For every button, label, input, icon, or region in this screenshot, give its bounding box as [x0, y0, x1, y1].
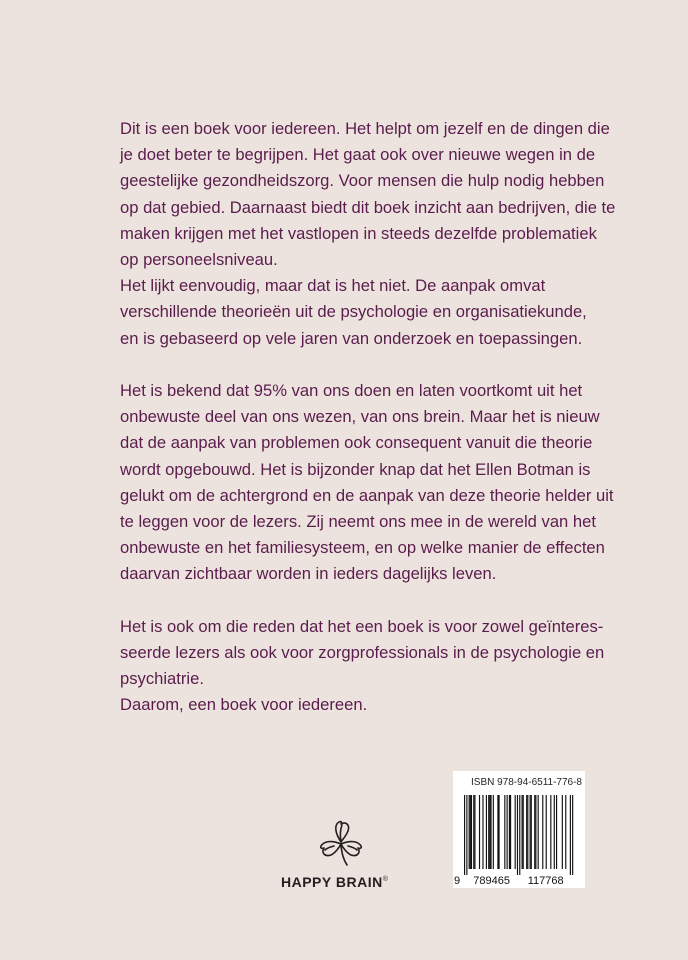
barcode-bar: [509, 795, 510, 869]
barcode-bar: [570, 795, 571, 875]
barcode-bar: [550, 795, 551, 869]
barcode-bar: [535, 795, 536, 869]
barcode-bar: [517, 795, 518, 875]
text-line: Het is ook om die reden dat het een boek is voor zowel geïnteres-: [120, 616, 604, 636]
text-line: onbewuste en het familiesysteem, en op welke manier de effecten: [120, 538, 605, 558]
barcode-bar: [542, 795, 543, 869]
barcode-bar: [515, 795, 516, 869]
text-line: dat de aanpak van problemen ook consequent vanuit die theorie: [120, 433, 593, 453]
barcode-bar: [531, 795, 532, 869]
text-line: en is gebaseerd op vele jaren van onderzoek en toepassingen.: [120, 328, 583, 348]
barcode-bar: [473, 795, 474, 869]
isbn-barcode: [453, 771, 585, 888]
text-line: onbewuste deel van ons wezen, van ons brein. Maar het is nieuw: [120, 407, 600, 427]
publisher-name: HAPPY BRAIN®: [281, 874, 389, 890]
text-line: seerde lezers als ook voor zorgprofessionals in de psychologie en: [120, 643, 605, 663]
barcode-bars: [453, 793, 585, 888]
barcode-bar: [530, 795, 531, 869]
barcode-bar: [471, 795, 472, 869]
clover-heart-icon: [312, 818, 370, 870]
barcode-bar: [474, 795, 475, 869]
paragraph-1: [120, 116, 640, 352]
text-line: Daarom, een boek voor iedereen.: [120, 695, 368, 715]
barcode-bar: [464, 795, 465, 875]
barcode-bar: [466, 795, 467, 875]
text-line: je doet beter te begrijpen. Het gaat ook over nieuwe wegen in de: [120, 145, 596, 165]
text-line: daarvan zichtbaar worden in ieders dagelijks leven.: [120, 564, 497, 584]
barcode-bar: [534, 795, 535, 869]
barcode-bar: [510, 795, 511, 869]
publisher-logo: [270, 818, 412, 898]
registered-mark: ®: [382, 876, 389, 883]
text-line: Het lijkt eenvoudig, maar dat is het niet. De aanpak omvat: [120, 276, 546, 296]
barcode-bar: [527, 795, 528, 869]
barcode-bar: [522, 795, 523, 869]
text-line: te leggen voor de lezers. Zij neemt ons mee in de wereld van het: [120, 512, 596, 532]
isbn-label: ISBN 978-94-6511-776-8: [471, 777, 582, 788]
text-line: verschillende theorieën uit de psychologie en organisatiekunde,: [120, 302, 587, 322]
barcode-bar: [504, 795, 505, 869]
barcode-bar: [497, 795, 498, 869]
barcode-bar: [507, 795, 508, 869]
barcode-bar: [565, 795, 566, 869]
text-line: Het is bekend dat 95% van ons doen en laten voortkomt uit het: [120, 381, 583, 401]
barcode-digits: 789465: [473, 875, 510, 887]
text-line: gelukt om de achtergrond en de aanpak van deze theorie helder uit: [120, 485, 614, 505]
barcode-bar: [572, 795, 573, 875]
barcode-bar: [538, 795, 539, 869]
barcode-bar: [526, 795, 527, 869]
barcode-bar: [554, 795, 555, 869]
text-line: Dit is een boek voor iedereen. Het helpt om jezelf en de dingen die: [120, 119, 610, 138]
barcode-bar: [499, 795, 500, 869]
paragraph-3: [120, 614, 640, 719]
barcode-bar: [493, 795, 494, 869]
barcode-bar: [486, 795, 487, 869]
barcode-bar: [488, 795, 489, 869]
barcode-bar: [523, 795, 524, 869]
back-cover-text: [120, 116, 640, 745]
barcode-digits: 9: [453, 875, 461, 887]
barcode-bar: [562, 795, 563, 869]
barcode-bar: [469, 795, 470, 869]
paragraph-2: [120, 378, 640, 588]
text-line: wordt opgebouwd. Het is bijzonder knap dat het Ellen Botman is: [120, 459, 591, 479]
barcode-bar: [482, 795, 483, 869]
barcode-bar: [556, 795, 557, 869]
text-line: op personeelsniveau.: [120, 250, 278, 270]
text-line: maken krijgen met het vastlopen in steeds dezelfde problematiek: [120, 223, 597, 243]
barcode-bar: [546, 795, 547, 869]
barcode-bar: [470, 795, 471, 869]
barcode-bar: [519, 795, 520, 875]
text-line: op dat gebied. Daarnaast biedt dit boek inzicht aan bedrijven, die te: [120, 197, 616, 217]
barcode-bar: [490, 795, 491, 869]
text-line: psychiatrie.: [120, 669, 204, 689]
barcode-bar: [489, 795, 490, 869]
barcode-digits: 117768: [527, 875, 564, 887]
barcode-bar: [479, 795, 480, 869]
text-line: geestelijke gezondheidszorg. Voor mensen die hulp nodig hebben: [120, 171, 605, 191]
